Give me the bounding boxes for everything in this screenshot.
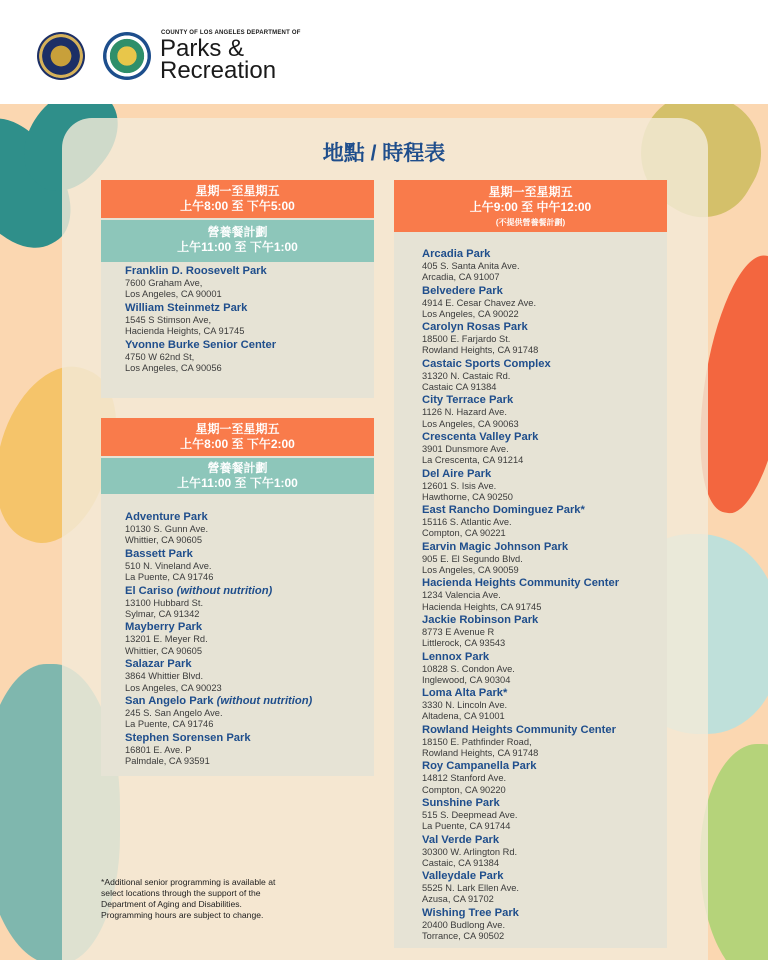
location-street: 3864 Whittier Blvd. [125,671,204,682]
location-name: Belvedere Park [422,284,503,297]
location-item [422,248,662,284]
location-item [422,724,662,760]
location-name: Wishing Tree Park [422,906,519,919]
hours-label: 上午8:00 至 下午2:00 [180,437,295,451]
location-street: 16801 E. Ave. P [125,744,192,755]
without-nutrition-note: (without nutrition) [216,695,313,708]
header [0,0,768,104]
days-label: 星期一至星期五 [195,422,280,436]
location-item [422,285,662,321]
location-item [422,760,662,796]
location-street: 10130 S. Gunn Ave. [125,524,209,534]
location-city: Hacienda Heights, CA 91745 [422,601,542,612]
location-street: 18150 E. Pathfinder Road, [422,736,532,747]
location-name: Del Aire Park [422,467,492,480]
location-street: 18500 E. Farjardo St. [422,334,511,345]
location-name: Yvonne Burke Senior Center [125,338,277,351]
department-wordmark [160,35,320,84]
location-item [125,732,370,768]
location-name: City Terrace Park [422,394,514,407]
location-item [125,621,370,657]
location-city: Hacienda Heights, CA 91745 [125,326,245,337]
location-name: Valleydale Park [422,870,504,883]
location-street: 13100 Hubbard St. [125,597,204,608]
location-list [125,511,370,769]
location-city: Castaic CA 91384 [422,382,497,393]
location-item [422,504,662,540]
location-item [422,321,662,357]
location-name: Castaic Sports Complex [422,357,551,370]
location-name: Rowland Heights Community Center [422,723,616,736]
hours-label: 上午9:00 至 中午12:00 [469,200,592,214]
location-city: Compton, CA 90221 [422,528,506,539]
location-name: Salazar Park [125,658,192,671]
location-street: 30300 W. Arlington Rd. [422,846,518,857]
location-street: 245 S. San Angelo Ave. [125,708,223,719]
parks-recreation-seal-logo [103,32,151,80]
location-city: La Puente, CA 91746 [125,572,214,583]
location-item [422,358,662,394]
location-city: La Puente, CA 91746 [125,719,214,730]
location-item [422,541,662,577]
wordmark-line-2: Recreation [160,57,277,84]
location-list [125,265,365,375]
location-item [422,394,662,430]
location-item [125,695,370,731]
location-item [422,687,662,723]
no-nutrition-note: (不提供營養餐計劃) [495,218,566,227]
location-street: 12601 S. Isis Ave. [422,480,497,491]
location-item [422,834,662,870]
location-street: 8773 E Avenue R [422,626,495,637]
location-name: Franklin D. Roosevelt Park [125,265,267,277]
location-item [125,585,370,621]
location-city: Sylmar, CA 91342 [125,609,200,620]
location-street: 405 S. Santa Anita Ave. [422,261,520,271]
location-street: 1545 S Stimson Ave, [125,314,212,325]
location-street: 905 E. El Segundo Blvd. [422,553,523,564]
location-city: Whittier, CA 90605 [125,535,202,546]
location-item [422,651,662,687]
location-name: Arcadia Park [422,248,491,260]
location-city: Azusa, CA 91702 [422,894,494,905]
location-street: 15116 S. Atlantic Ave. [422,517,512,528]
location-name: Roy Campanella Park [422,760,537,773]
location-name [125,695,370,708]
location-item [125,511,370,547]
location-name: Earvin Magic Johnson Park [422,540,569,553]
location-city: Los Angeles, CA 90059 [422,565,519,576]
location-name [125,585,370,598]
location-name: Lennox Park [422,650,490,663]
location-item [125,658,370,694]
program-hours: 上午11:00 至 下午1:00 [177,476,298,490]
location-city: Los Angeles, CA 90001 [125,289,222,300]
location-name: Bassett Park [125,547,193,560]
location-item [422,468,662,504]
location-name: Adventure Park [125,511,208,523]
location-street: 4914 E. Cesar Chavez Ave. [422,297,537,308]
location-city: Rowland Heights, CA 91748 [422,748,539,759]
location-city: Inglewood, CA 90304 [422,674,511,685]
location-city: Los Angeles, CA 90063 [422,418,519,429]
program-label: 營養餐計劃 [207,461,268,475]
location-street: 3330 N. Lincoln Ave. [422,700,508,711]
location-city: Compton, CA 90220 [422,784,506,795]
location-name: East Rancho Dominguez Park* [422,504,585,517]
location-city: La Crescenta, CA 91214 [422,455,524,466]
location-name-text: El Cariso [125,584,174,597]
location-item [422,797,662,833]
location-item [422,614,662,650]
footnote: *Additional senior programming is available at select locations through the support of the Department of Aging and Disabilities. Programming hours are subject to change. [101,877,276,920]
location-item [125,339,365,375]
nutrition-banner [101,220,374,262]
program-hours: 上午11:00 至 下午1:00 [177,240,298,254]
location-name: Sunshine Park [422,796,500,809]
location-street: 7600 Graham Ave, [125,278,203,288]
location-name: Val Verde Park [422,833,500,846]
location-city: Palmdale, CA 93591 [125,756,210,767]
location-city: Littlerock, CA 93543 [422,638,506,649]
hours-banner [101,180,374,218]
location-name: Hacienda Heights Community Center [422,577,620,590]
wordmark-line-1: Parks & [160,35,245,62]
location-street: 10828 S. Condon Ave. [422,663,515,674]
location-city: Arcadia, CA 91007 [422,272,500,283]
location-item [422,870,662,906]
location-street: 13201 E. Meyer Rd. [125,634,208,645]
location-item [422,577,662,613]
location-city: Castaic, CA 91384 [422,857,500,868]
location-city: Whittier, CA 90605 [125,645,202,656]
department-label: COUNTY OF LOS ANGELES DEPARTMENT OF [161,30,301,36]
location-name: Mayberry Park [125,621,203,634]
location-name: William Steinmetz Park [125,301,248,314]
location-street: 510 N. Vineland Ave. [125,560,212,571]
location-street: 14812 Stanford Ave. [422,773,507,784]
location-city: Los Angeles, CA 90022 [422,308,519,319]
location-name-text: San Angelo Park [125,695,214,708]
green-blob-decoration [700,744,768,960]
location-name: Carolyn Rosas Park [422,321,528,334]
without-nutrition-note: (without nutrition) [176,584,273,597]
location-street: 20400 Budlong Ave. [422,919,506,930]
location-street: 5525 N. Lark Ellen Ave. [422,883,519,894]
nutrition-banner [101,458,374,494]
location-city: Torrance, CA 90502 [422,930,505,941]
location-name: Stephen Sorensen Park [125,731,251,744]
location-city: Los Angeles, CA 90056 [125,363,222,374]
location-list [422,248,662,943]
location-item [125,302,365,338]
location-street: 515 S. Deepmead Ave. [422,809,518,820]
hours-banner [101,418,374,456]
location-item [125,548,370,584]
location-street: 1126 N. Hazard Ave. [422,407,507,418]
location-city: Los Angeles, CA 90023 [125,682,222,693]
location-item [422,907,662,943]
location-name: Crescenta Valley Park [422,430,539,443]
location-street: 3901 Dunsmore Ave. [422,443,509,454]
location-street: 31320 N. Castaic Rd. [422,370,511,381]
county-seal-logo [37,32,85,80]
location-city: Hawthorne, CA 90250 [422,491,513,502]
location-city: La Puente, CA 91744 [422,821,511,832]
days-label: 星期一至星期五 [195,184,280,198]
program-label: 營養餐計劃 [207,225,268,239]
location-item [125,265,365,301]
page-title: 地點 / 時程表 [322,142,446,165]
location-city: Altadena, CA 91001 [422,711,505,722]
hours-banner [394,180,667,232]
hours-label: 上午8:00 至 下午5:00 [180,199,295,213]
location-item [422,431,662,467]
location-name: Jackie Robinson Park [422,613,539,626]
location-street: 4750 W 62nd St, [125,351,195,362]
location-city: Rowland Heights, CA 91748 [422,345,539,356]
location-name: Loma Alta Park* [422,687,508,700]
location-street: 1234 Valencia Ave. [422,590,501,601]
days-label: 星期一至星期五 [488,185,573,199]
